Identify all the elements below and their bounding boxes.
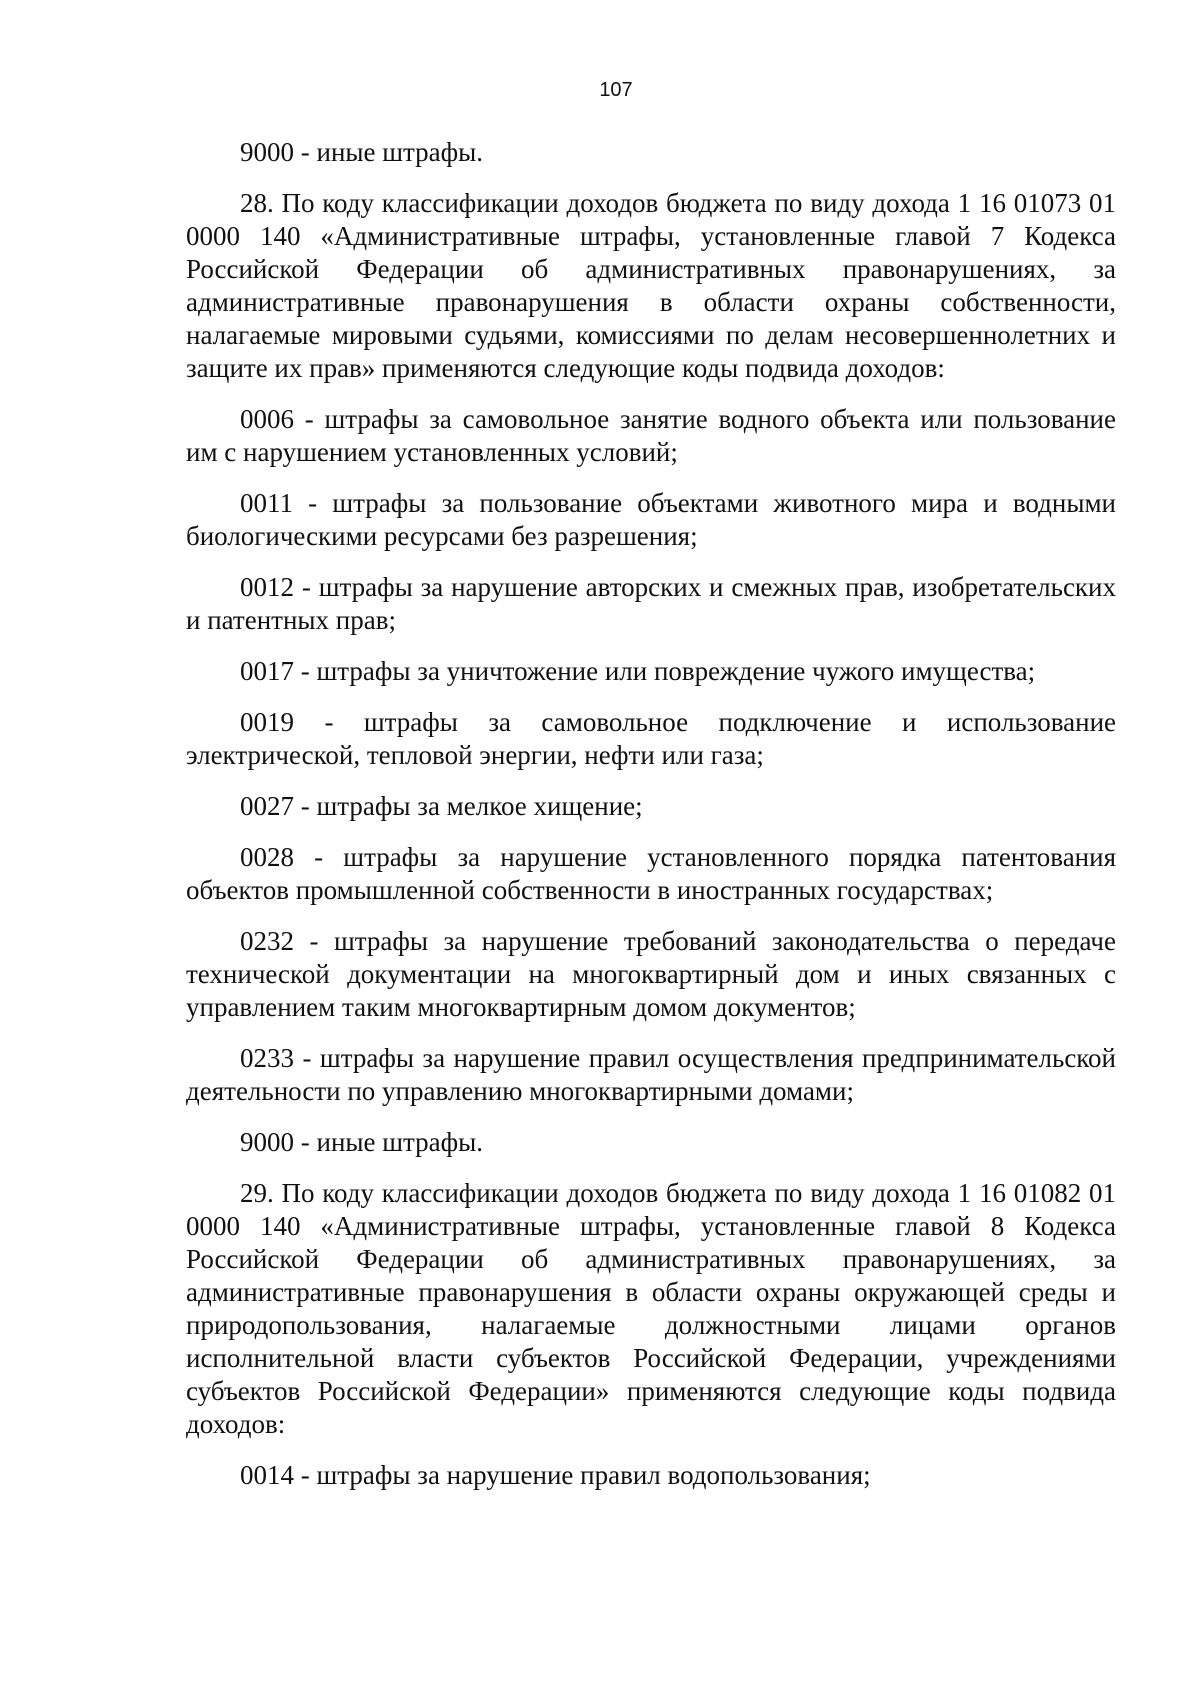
paragraph-code-0006: 0006 - штрафы за самовольное занятие водного объекта или пользование им с нарушением установленных условий; — [186, 404, 1116, 467]
paragraph-code-0027: 0027 - штрафы за мелкое хищение; — [240, 791, 643, 821]
page-number: 107 — [599, 79, 633, 101]
paragraph-code-9000-second: 9000 - иные штрафы. — [240, 1127, 484, 1157]
paragraph-section-28: 28. По коду классификации доходов бюджета по виду дохода 1 16 01073 01 0000 140 «Административные штрафы, установленные главой 7 Кодекса Российской Федерации об административных правонарушениях, за административные правонарушения в области охраны собственности, налагаемые мировыми судьями, комиссиями по делам несовершеннолетних и защите их прав» применяются следующие коды подвида доходов: — [186, 188, 1116, 383]
paragraph-code-0014: 0014 - штрафы за нарушение правил водопользования; — [240, 1460, 871, 1490]
paragraph-code-9000-first: 9000 - иные штрафы. — [240, 137, 484, 167]
paragraph-code-0011: 0011 - штрафы за пользование объектами животного мира и водными биологическими ресурсами без разрешения; — [186, 488, 1116, 551]
paragraph-code-0012: 0012 - штрафы за нарушение авторских и смежных прав, изобретательских и патентных прав; — [186, 572, 1116, 635]
paragraph-code-0019: 0019 - штрафы за самовольное подключение и использование электрической, тепловой энергии, нефти или газа; — [186, 707, 1116, 770]
paragraph-section-29: 29. По коду классификации доходов бюджета по виду дохода 1 16 01082 01 0000 140 «Административные штрафы, установленные главой 8 Кодекса Российской Федерации об административных правонарушениях, за административные правонарушения в области охраны окружающей среды и природопользования, налагаемые должностными лицами органов исполнительной власти субъектов Российской Федерации, учреждениями субъектов Российской Федерации» применяются следующие коды подвида доходов: — [186, 1178, 1116, 1439]
document-body — [186, 136, 1116, 1510]
paragraph-code-0028: 0028 - штрафы за нарушение установленного порядка патентования объектов промышленной собственности в иностранных государствах; — [186, 842, 1116, 905]
paragraph-code-0232: 0232 - штрафы за нарушение требований законодательства о передаче технической документации на многоквартирный дом и иных связанных с управлением таким многоквартирным домом документов; — [186, 926, 1116, 1022]
paragraph-code-0017: 0017 - штрафы за уничтожение или повреждение чужого имущества; — [240, 656, 1036, 686]
paragraph-code-0233: 0233 - штрафы за нарушение правил осуществления предпринимательской деятельности по управлению многоквартирными домами; — [186, 1043, 1116, 1106]
